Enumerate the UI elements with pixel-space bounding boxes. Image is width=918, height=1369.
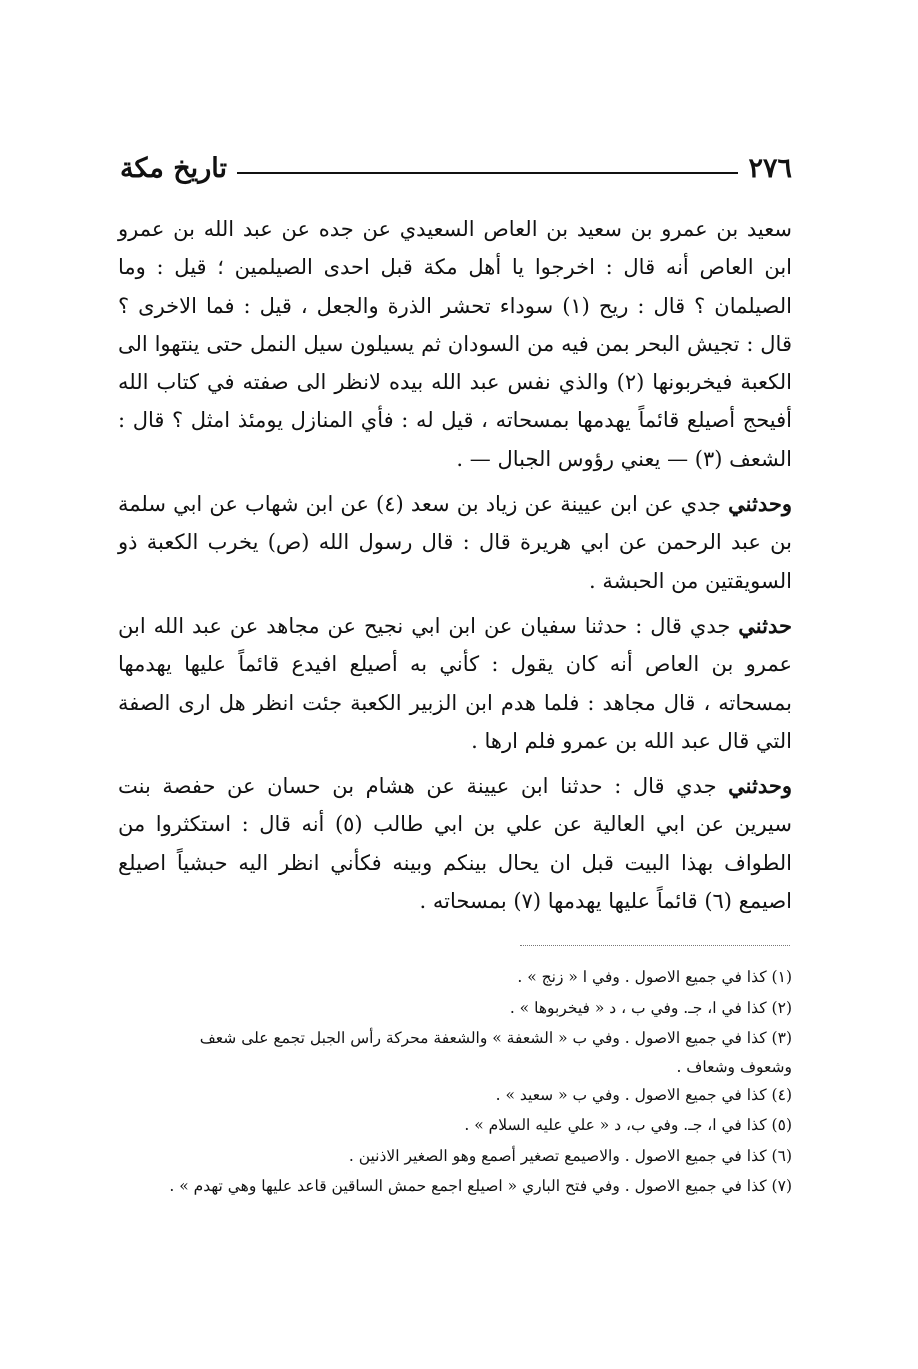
paragraph-text: جدي عن ابن عيينة عن زياد بن سعد (٤) عن ابن شهاب عن ابي سلمة بن عبد الرحمن عن ابي هريرة قال : قال رسول الله (ص) يخرب الكعبة ذو السويقتين من الحبشة . [118, 492, 792, 593]
running-title: تاريخ مكة [120, 152, 227, 184]
header-rule [237, 172, 739, 174]
footnote-number: (١) [771, 968, 792, 986]
footnote-6 [130, 1141, 792, 1172]
footnote-2 [130, 993, 792, 1024]
footnote-7 [130, 1171, 792, 1202]
paragraph-3 [118, 607, 792, 760]
footnote-text: كذا في جميع الاصول . وفي ب « الشعفة » والشعفة محركة رأس الجبل تجمع على شعف [199, 1029, 767, 1047]
footnote-5 [130, 1110, 792, 1141]
footnote-text: كذا في ا، جـ. وفي ب ، د « فيخربوها » . [509, 998, 767, 1017]
paragraph-lead: وحدثني [728, 773, 792, 799]
footnote-continuation: وشعوف وشعاف . [676, 1057, 792, 1076]
footnote-number: (٧) [771, 1177, 792, 1195]
footnote-text: كذا في جميع الاصول . والاصيمع تصغير أصمع وهو الصغير الاذنين . [348, 1146, 767, 1165]
footnote-number: (٤) [771, 1085, 792, 1104]
paragraph-text: سعيد بن عمرو بن سعيد بن العاص السعيدي عن جده عن عبد الله بن عمرو ابن العاص أنه قال : اخرجوا يا أهل مكة قبل احدى الصيلمين ؛ قيل : وما الصيلمان ؟ قال : ريح (١) سوداء تحشر الذرة والجعل ، قيل : فما الاخرى ؟ قال : تجيش البحر بمن فيه من السودان ثم يسيلون سيل النمل حتى ينتهوا الى الكعبة فيخربونها (٢) والذي نفس عبد الله بيده لانظر الى صفته في كتاب الله أفيحج أصيلع قائماً يهدمها بمسحاته ، قيل له : فأي المنازل يومئذ امثل ؟ قال : الشعف (٣) — يعني رؤوس الجبال — . [118, 217, 792, 471]
footnote-separator [520, 945, 790, 946]
footnote-number: (٦) [771, 1146, 792, 1165]
footnote-number: (٥) [771, 1116, 792, 1134]
footnote-1 [130, 962, 792, 993]
footnote-text: كذا في ا، جـ. وفي ب، د « علي عليه السلام » . [464, 1116, 767, 1134]
paragraph-text: جدي قال : حدثنا سفيان عن ابن ابي نجيح عن مجاهد عن عبد الله ابن عمرو بن العاص أنه كان يقول : كأني به أصيلع افيدع قائماً عليها يهدمها بمسحاته ، قال مجاهد : فلما هدم ابن الزبير الكعبة جئت انظر هل ارى الصفة التي قال عبد الله بن عمرو فلم ارها . [118, 613, 792, 753]
footnote-text: كذا في جميع الاصول . وفي ا « زنج » . [517, 968, 767, 986]
footnotes [130, 962, 792, 1202]
footnote-3 [130, 1023, 792, 1080]
paragraph-4 [118, 767, 792, 920]
paragraph-text: جدي قال : حدثنا ابن عيينة عن هشام بن حسان عن حفصة بنت سيرين عن ابي العالية عن علي بن ابي طالب (٥) أنه قال : استكثروا من الطواف بهذا البيت قبل ان يحال بينكم وبينه فكأني انظر اليه حبشياً اصيلع اصيمع (٦) قائماً عليها يهدمها (٧) بمسحاته . [118, 774, 792, 914]
page-number: ٢٧٦ [748, 152, 792, 184]
paragraph-lead: حدثني [738, 612, 792, 638]
paragraph-1 [118, 210, 792, 478]
paragraph-lead: وحدثني [728, 491, 792, 517]
main-text [118, 210, 792, 927]
footnote-4 [130, 1080, 792, 1111]
footnote-text: كذا في جميع الاصول . وفي فتح الباري « اصيلع اجمع حمش الساقين قاعد عليها وهي تهدم » . [169, 1177, 767, 1195]
paragraph-2 [118, 485, 792, 600]
footnote-number: (٣) [771, 1029, 792, 1047]
page-header [120, 148, 792, 188]
footnote-number: (٢) [771, 998, 792, 1017]
footnote-text: كذا في جميع الاصول . وفي ب « سعيد » . [495, 1085, 767, 1104]
